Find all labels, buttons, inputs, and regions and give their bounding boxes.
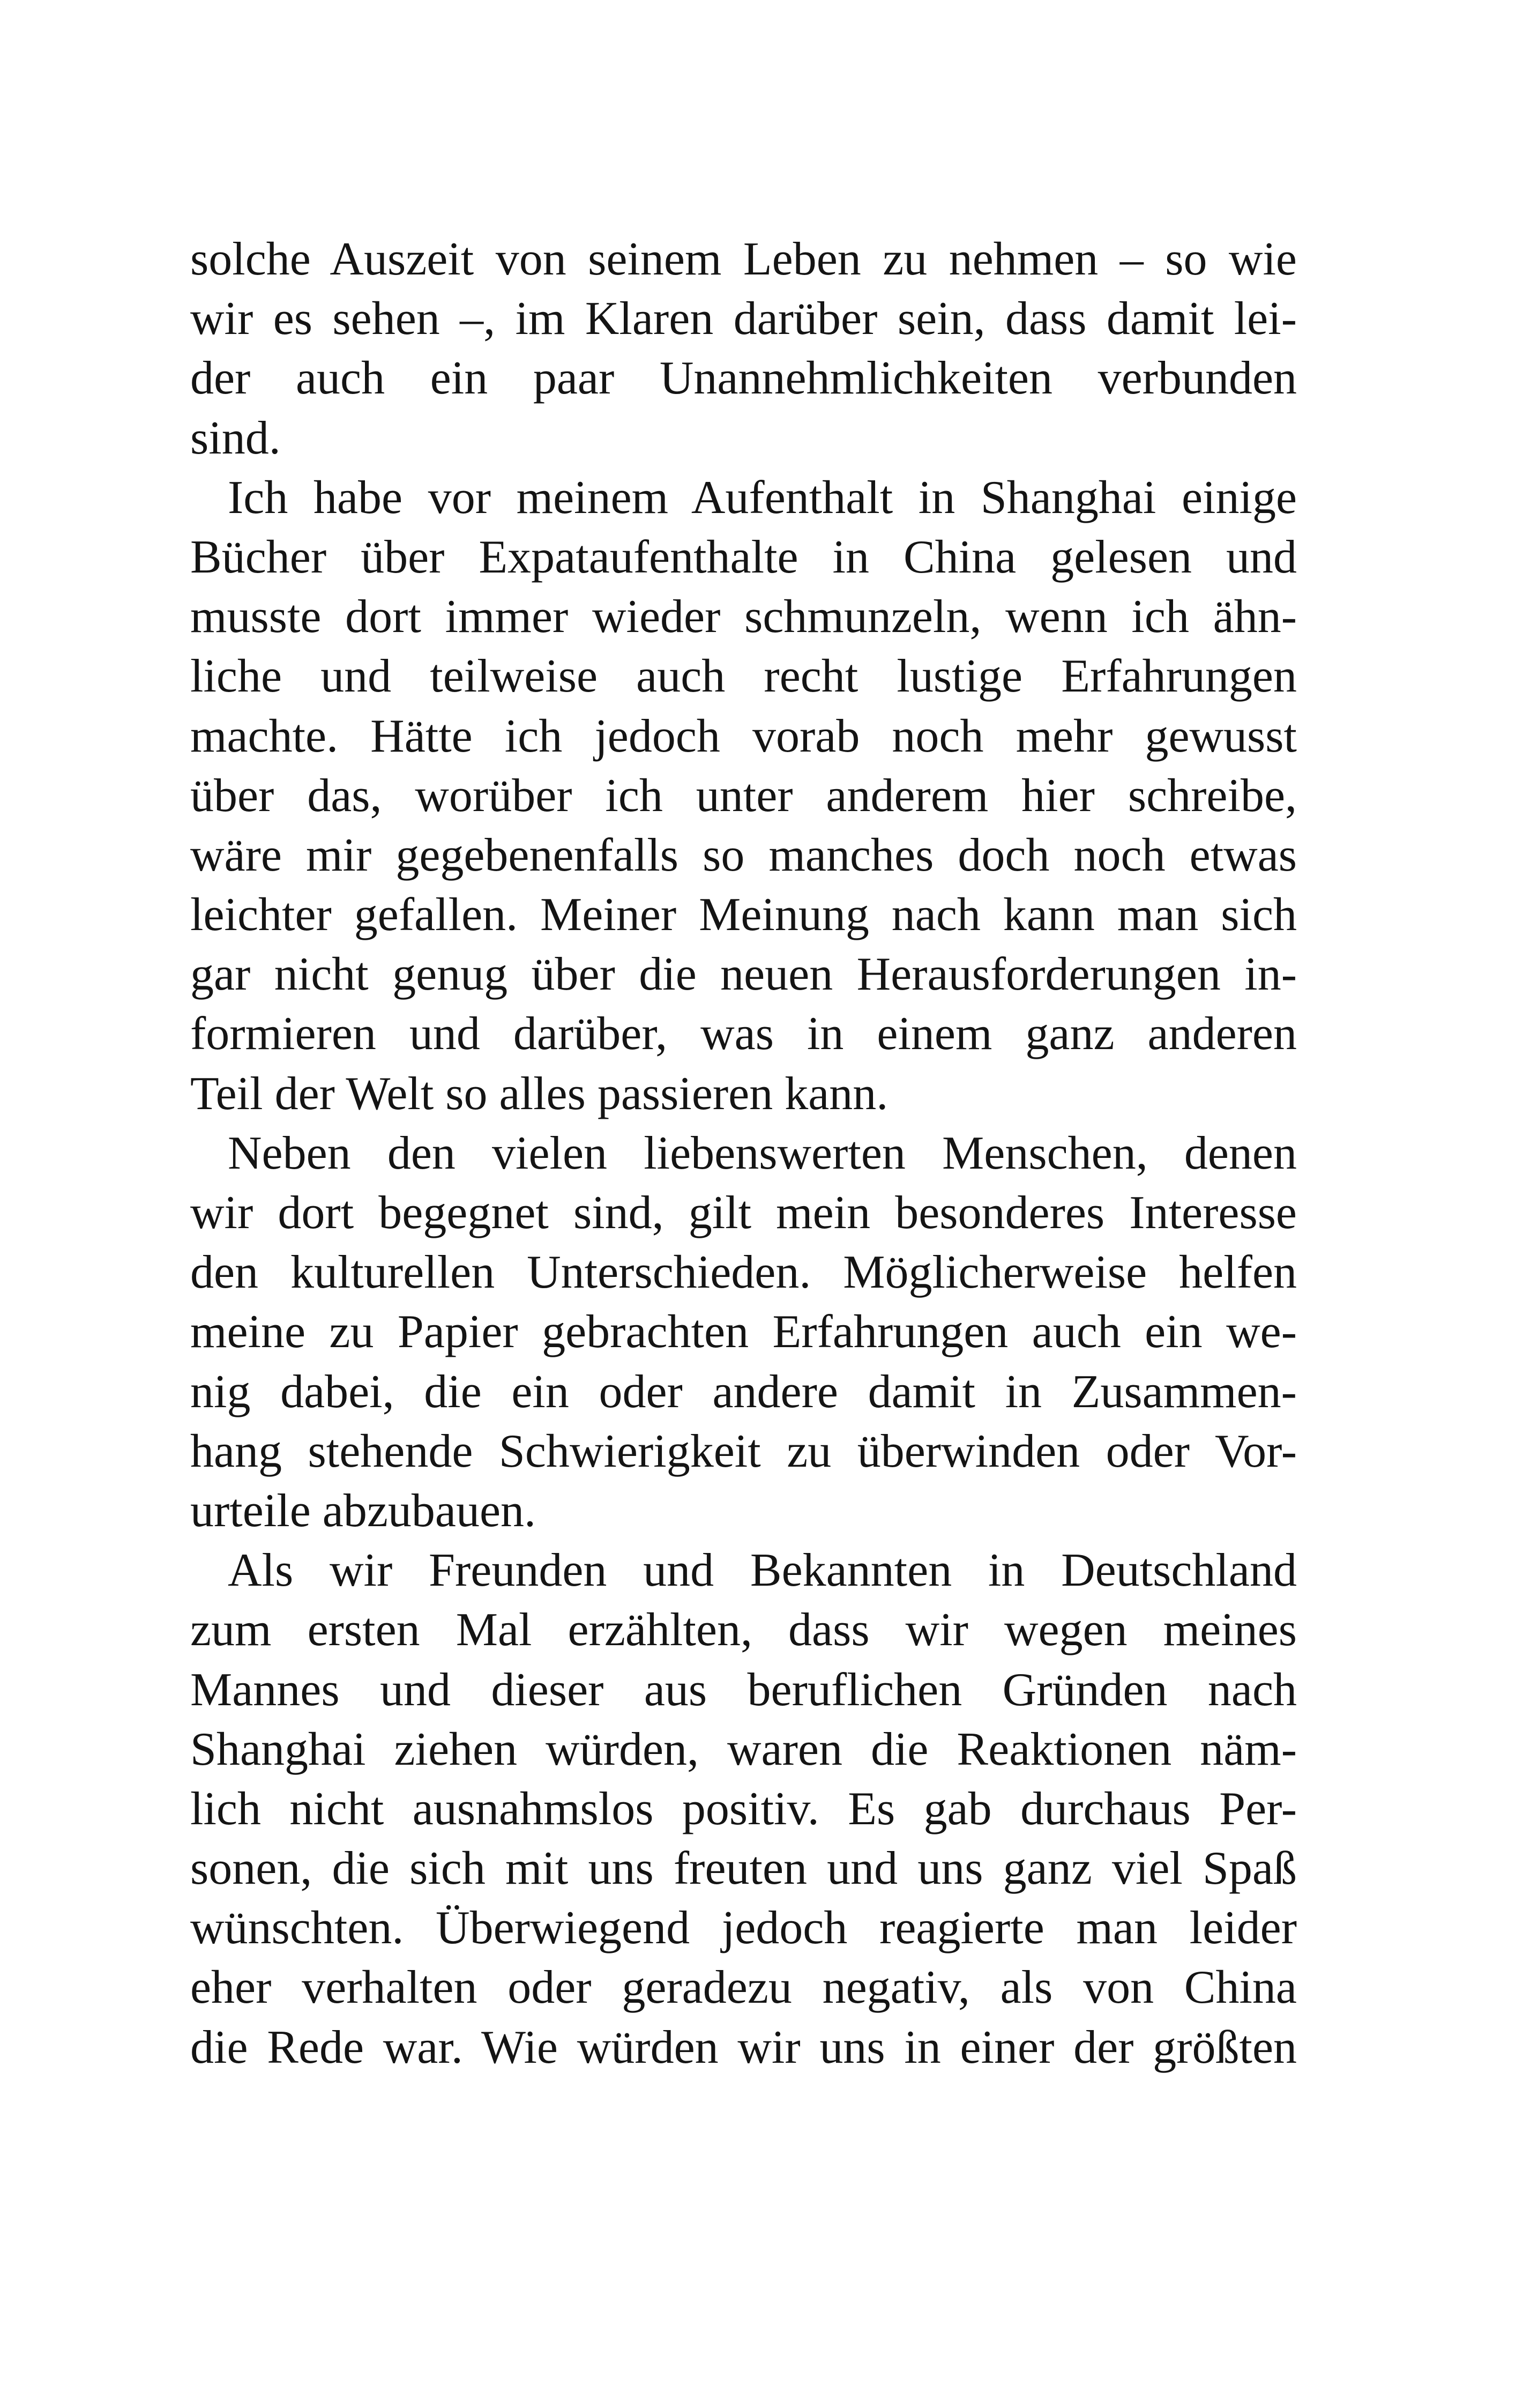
paragraph-3 <box>190 1124 1297 1541</box>
paragraph-1 <box>190 229 1297 468</box>
text-line: lich nicht ausnahmslos positiv. Es gab durchaus Per- <box>190 1782 1297 1835</box>
text-line: Teil der Welt so alles passieren kann. <box>190 1067 889 1120</box>
text-line: wir dort begegnet sind, gilt mein besonderes Interesse <box>190 1187 1297 1239</box>
text-line: leichter gefallen. Meiner Meinung nach kann man sich <box>190 889 1297 941</box>
text-line: der auch ein paar Unannehmlichkeiten verbunden <box>190 352 1297 405</box>
text-line: Shanghai ziehen würden, waren die Reaktionen näm- <box>190 1723 1297 1775</box>
text-line: die Rede war. Wie würden wir uns in einer der größten <box>190 2021 1297 2073</box>
paragraph-2 <box>190 468 1297 1124</box>
text-line: sonen, die sich mit uns freuten und uns ganz viel Spaß <box>190 1842 1297 1895</box>
text-line: Neben den vielen liebenswerten Menschen, denen <box>228 1127 1297 1179</box>
text-line: urteile abzubauen. <box>190 1484 536 1537</box>
text-line: wünschten. Überwiegend jedoch reagierte man leider <box>190 1902 1297 1954</box>
text-line: den kulturellen Unterschieden. Möglicherweise helfen <box>190 1246 1297 1299</box>
text-line: solche Auszeit von seinem Leben zu nehmen – so wie <box>190 233 1297 285</box>
text-line: eher verhalten oder geradezu negativ, als von China <box>190 1961 1297 2014</box>
text-line: wir es sehen –, im Klaren darüber sein, dass damit lei- <box>190 293 1297 345</box>
body-text <box>190 229 1297 2077</box>
paragraph-4 <box>190 1541 1297 2077</box>
text-line: Mannes und dieser aus beruflichen Gründen nach <box>190 1663 1297 1716</box>
text-line: liche und teilweise auch recht lustige Erfahrungen <box>190 650 1297 703</box>
text-line: Als wir Freunden und Bekannten in Deutschland <box>228 1544 1297 1597</box>
text-line: musste dort immer wieder schmunzeln, wenn ich ähn- <box>190 591 1297 643</box>
text-line: Bücher über Expataufenthalte in China gelesen und <box>190 531 1297 583</box>
text-line: sind. <box>190 412 281 464</box>
text-line: meine zu Papier gebrachten Erfahrungen auch ein we- <box>190 1306 1297 1358</box>
text-line: formieren und darüber, was in einem ganz anderen <box>190 1008 1297 1060</box>
text-line: zum ersten Mal erzählten, dass wir wegen meines <box>190 1604 1297 1656</box>
text-line: gar nicht genug über die neuen Herausforderungen in- <box>190 948 1297 1001</box>
text-line: machte. Hätte ich jedoch vorab noch mehr gewusst <box>190 710 1297 762</box>
text-line: über das, worüber ich unter anderem hier schreibe, <box>190 769 1297 822</box>
text-line: hang stehende Schwierigkeit zu überwinden oder Vor- <box>190 1425 1297 1477</box>
text-line: Ich habe vor meinem Aufenthalt in Shanghai einige <box>228 471 1297 524</box>
text-line: nig dabei, die ein oder andere damit in Zusammen- <box>190 1365 1297 1418</box>
text-line: wäre mir gegebenenfalls so manches doch noch etwas <box>190 829 1297 881</box>
